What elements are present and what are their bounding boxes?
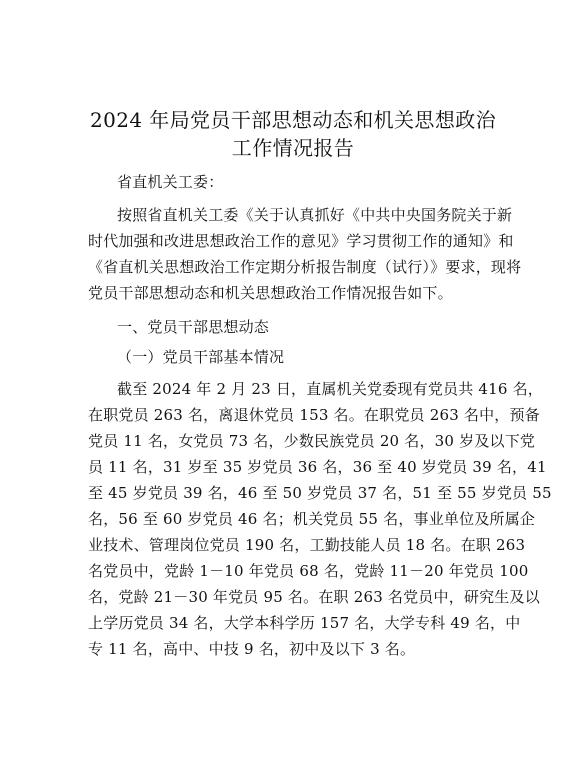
- paragraph-line: 业技术、管理岗位党员 190 名，工勤技能人员 18 名。在职 263: [88, 536, 526, 554]
- paragraph-line: 名党员中，党龄 1－10 年党员 68 名，党龄 11－20 年党员 100: [88, 562, 529, 580]
- paragraph-line: 时代加强和改进思想政治工作的意见》学习贯彻工作的通知》和: [88, 232, 514, 250]
- addressee: 省直机关工委：: [117, 173, 224, 191]
- paragraph-line: 至 45 岁党员 39 名，46 至 50 岁党员 37 名，51 至 55 岁党员 55: [88, 484, 552, 502]
- section-heading: 一、党员干部思想动态: [117, 318, 270, 336]
- paragraph-line: 截至 2024 年 2 月 23 日，直属机关党委现有党员共 416 名，: [117, 380, 543, 398]
- paragraph-line: 名，56 至 60 岁党员 46 名；机关党员 55 名，事业单位及所属企: [88, 510, 536, 528]
- subsection-heading: （一）党员干部基本情况: [117, 348, 285, 366]
- paragraph-line: 在职党员 263 名，离退休党员 153 名。在职党员 263 名中，预备: [88, 406, 540, 424]
- paragraph-line: 按照省直机关工委《关于认真抓好《中共中央国务院关于新: [117, 206, 513, 224]
- paragraph-line: 《省直机关思想政治工作定期分析报告制度（试行）》要求，现将: [88, 258, 522, 276]
- document-title: 2024 年局党员干部思想动态和机关思想政治工作情况报告: [89, 108, 497, 160]
- paragraph-line: 名，党龄 21－30 年党员 95 名。在职 263 名党员中，研究生及以: [88, 588, 540, 606]
- paragraph-line: 党员干部思想动态和机关思想政治工作情况报告如下。: [88, 284, 453, 302]
- paragraph-line: 员 11 名，31 岁至 35 岁党员 36 名，36 至 40 岁党员 39 名，41: [88, 458, 547, 476]
- paragraph-line: 上学历党员 34 名，大学本科学历 157 名，大学专科 49 名，中: [88, 614, 521, 632]
- paragraph-line: 党员 11 名，女党员 73 名，少数民族党员 20 名，30 岁及以下党: [88, 432, 536, 450]
- paragraph-line: 专 11 名，高中、中技 9 名，初中及以下 3 名。: [88, 640, 416, 658]
